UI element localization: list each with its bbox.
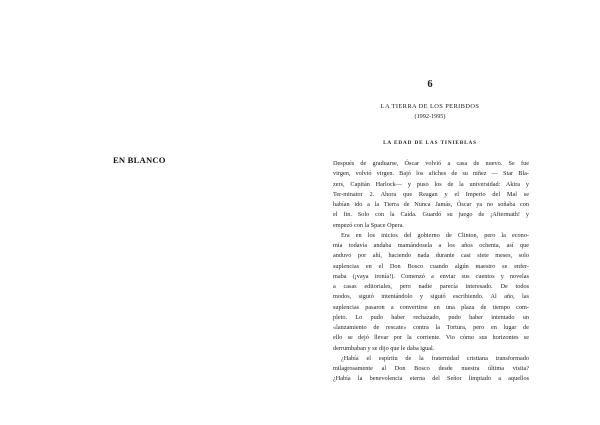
body-line: ello se dejó llevar por la corriente. Vio cómo sus horizontes se: [333, 334, 529, 342]
body-line: el fin. Solo con la Caída. Guardó su juego de ¡Aftermath! y: [333, 211, 529, 219]
body-line: habían ido a la Tierra de Nunca Jamás, Óscar ya no soñaba con: [333, 201, 529, 208]
body-line: «lanzamiento de rescate» contra la Tortura, pero en lugar de: [333, 324, 529, 331]
body-line: Era en los inicios del gobierno de Clinton, pero la econo-: [341, 231, 529, 239]
body-line: virgen, volvió virgen. Bajó los afiches de su niñez — Star Bla-: [333, 170, 529, 178]
body-line: ¿Había el espíritu de la fraternidad cristiana transformado: [341, 354, 529, 362]
body-line: milagrosamente al Don Bosco desde nuestra última visita?: [333, 365, 529, 372]
body-line: zers, Capitán Harlock— y puso los de la universidad: Akira y: [333, 180, 529, 188]
body-line: Después de graduarse, Óscar volvió a casa de nuevo. Se fue: [333, 160, 529, 167]
body-line: anduvo por ahí, haciendo nada durante casi siete meses, solo: [333, 252, 529, 260]
chapter-title: LA TIERRA DE LOS PERIBDOS: [380, 103, 480, 110]
body-line: suplencias en el Don Bosco cuando algún maestro se enfer-: [333, 262, 529, 270]
body-text: [333, 159, 529, 385]
chapter-number: 6: [427, 79, 433, 90]
body-line: suplencias pasaron a convertirse en una plaza de tiempo com-: [333, 303, 529, 311]
body-line: derrumbaban y se dijo que le daba igual.: [333, 344, 435, 352]
body-line: mía todavía andaba mamándosela a los años ochenta, así que: [333, 242, 529, 249]
body-line: pleto. Lo pudo haber rechazado, pudo haber intentado un: [333, 313, 529, 321]
body-line: Ter-minator 2. Ahora que Reagan y el Imperio del Mal se: [333, 190, 529, 198]
body-line: ¿Había la benevolencia eterna del Señor limpiado a aquellos: [333, 375, 529, 383]
body-line: modos, siguió intentándolo y siguió escribiendo. Al año, las: [333, 293, 529, 301]
body-line: maba (¡vaya ironía!). Comenzó a enviar sus cuentos y novelas: [333, 272, 529, 280]
section-heading: LA EDAD DE LAS TINIEBLAS: [383, 140, 477, 146]
left-margin-note: EN BLANCO: [113, 155, 166, 165]
chapter-years: (1992-1995): [414, 113, 446, 120]
body-line: a casas editoriales, pero nadie parecía interesado. De todos: [333, 283, 529, 290]
body-line: empezó con la Space Opera.: [333, 221, 404, 229]
